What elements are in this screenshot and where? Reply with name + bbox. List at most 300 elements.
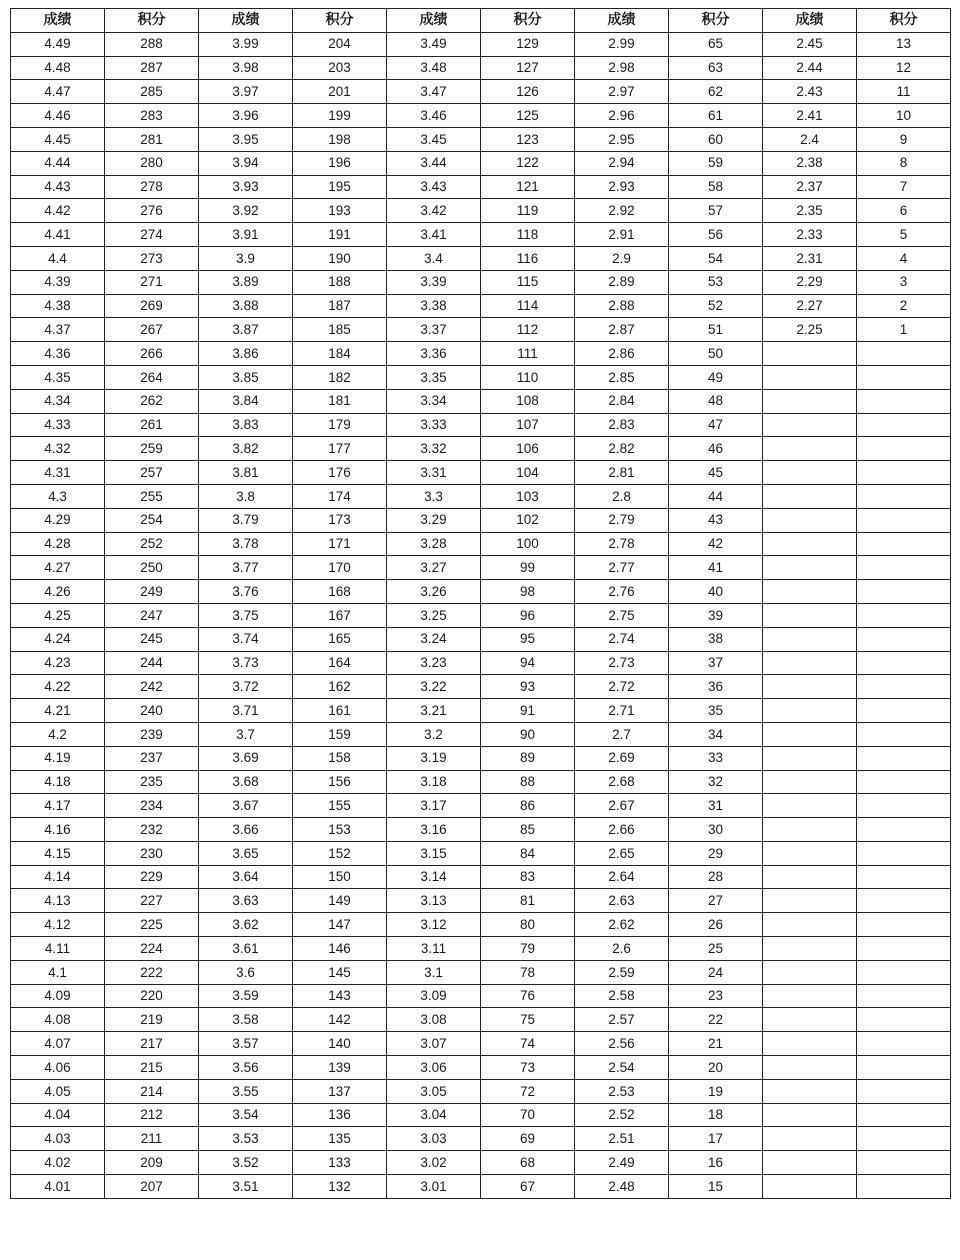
points-cell: 102	[481, 508, 575, 532]
score-cell: 4.42	[11, 199, 105, 223]
score-cell: 2.91	[575, 223, 669, 247]
score-cell: 3.35	[387, 365, 481, 389]
score-cell: 4.37	[11, 318, 105, 342]
points-cell	[857, 508, 951, 532]
score-cell: 3.04	[387, 1103, 481, 1127]
points-cell	[857, 1008, 951, 1032]
score-cell: 3.23	[387, 651, 481, 675]
score-cell: 3.95	[199, 127, 293, 151]
score-cell: 3.44	[387, 151, 481, 175]
points-cell: 161	[293, 699, 387, 723]
score-cell: 3.8	[199, 484, 293, 508]
score-cell: 4.34	[11, 389, 105, 413]
score-cell	[763, 413, 857, 437]
points-cell	[857, 603, 951, 627]
points-cell: 129	[481, 32, 575, 56]
score-cell: 4.47	[11, 80, 105, 104]
points-cell	[857, 675, 951, 699]
points-cell: 215	[105, 1056, 199, 1080]
score-cell: 4.18	[11, 770, 105, 794]
points-cell: 26	[669, 913, 763, 937]
points-cell: 201	[293, 80, 387, 104]
score-cell: 2.69	[575, 746, 669, 770]
points-cell: 211	[105, 1127, 199, 1151]
score-cell: 3.92	[199, 199, 293, 223]
score-cell: 2.54	[575, 1056, 669, 1080]
points-cell: 67	[481, 1175, 575, 1199]
points-cell: 158	[293, 746, 387, 770]
score-cell: 3.64	[199, 865, 293, 889]
score-cell: 4.19	[11, 746, 105, 770]
table-row	[11, 937, 951, 961]
header-score: 成绩	[199, 9, 293, 33]
score-cell: 3.17	[387, 794, 481, 818]
score-cell: 2.94	[575, 151, 669, 175]
score-cell: 2.72	[575, 675, 669, 699]
points-cell: 283	[105, 104, 199, 128]
points-cell	[857, 937, 951, 961]
table-row	[11, 984, 951, 1008]
score-cell: 3.68	[199, 770, 293, 794]
score-cell: 2.79	[575, 508, 669, 532]
score-cell: 2.62	[575, 913, 669, 937]
points-cell: 276	[105, 199, 199, 223]
points-cell: 149	[293, 889, 387, 913]
points-cell: 61	[669, 104, 763, 128]
points-cell: 48	[669, 389, 763, 413]
score-cell: 3.97	[199, 80, 293, 104]
points-cell: 142	[293, 1008, 387, 1032]
points-cell: 193	[293, 199, 387, 223]
score-cell: 4.21	[11, 699, 105, 723]
score-cell: 2.7	[575, 722, 669, 746]
points-cell: 59	[669, 151, 763, 175]
table-row	[11, 342, 951, 366]
table-row	[11, 913, 951, 937]
score-cell: 3.63	[199, 889, 293, 913]
score-cell: 4.22	[11, 675, 105, 699]
score-cell: 3.75	[199, 603, 293, 627]
score-cell: 3.3	[387, 484, 481, 508]
score-cell: 4.09	[11, 984, 105, 1008]
score-cell: 3.09	[387, 984, 481, 1008]
points-cell: 185	[293, 318, 387, 342]
table-row	[11, 32, 951, 56]
score-cell: 3.43	[387, 175, 481, 199]
score-cell: 3.16	[387, 818, 481, 842]
score-cell: 2.49	[575, 1151, 669, 1175]
score-cell: 3.96	[199, 104, 293, 128]
points-cell: 198	[293, 127, 387, 151]
points-cell: 42	[669, 532, 763, 556]
score-cell: 3.49	[387, 32, 481, 56]
score-cell: 4.31	[11, 461, 105, 485]
points-cell: 110	[481, 365, 575, 389]
points-cell: 69	[481, 1127, 575, 1151]
points-cell: 274	[105, 223, 199, 247]
points-cell: 73	[481, 1056, 575, 1080]
score-cell	[763, 556, 857, 580]
score-points-table	[10, 8, 951, 1199]
score-cell: 3.73	[199, 651, 293, 675]
points-cell: 30	[669, 818, 763, 842]
points-cell: 121	[481, 175, 575, 199]
points-cell: 7	[857, 175, 951, 199]
points-cell: 40	[669, 580, 763, 604]
table-row	[11, 960, 951, 984]
score-cell: 4.39	[11, 270, 105, 294]
score-cell	[763, 984, 857, 1008]
score-cell: 3.32	[387, 437, 481, 461]
points-cell: 111	[481, 342, 575, 366]
points-cell: 153	[293, 818, 387, 842]
points-cell	[857, 770, 951, 794]
points-cell: 287	[105, 56, 199, 80]
table-row	[11, 508, 951, 532]
score-cell: 2.83	[575, 413, 669, 437]
score-cell: 3.01	[387, 1175, 481, 1199]
score-cell: 2.9	[575, 246, 669, 270]
score-cell: 3.91	[199, 223, 293, 247]
score-cell: 2.77	[575, 556, 669, 580]
score-cell: 4.3	[11, 484, 105, 508]
score-cell: 3.86	[199, 342, 293, 366]
points-cell: 259	[105, 437, 199, 461]
table-row	[11, 794, 951, 818]
score-cell: 3.34	[387, 389, 481, 413]
points-cell: 108	[481, 389, 575, 413]
table-row	[11, 437, 951, 461]
points-cell: 91	[481, 699, 575, 723]
points-cell: 199	[293, 104, 387, 128]
points-cell	[857, 841, 951, 865]
table-row	[11, 1032, 951, 1056]
score-cell: 4.35	[11, 365, 105, 389]
score-cell: 3.11	[387, 937, 481, 961]
score-cell: 2.76	[575, 580, 669, 604]
points-cell: 190	[293, 246, 387, 270]
points-cell	[857, 1103, 951, 1127]
score-cell	[763, 342, 857, 366]
score-cell: 4.01	[11, 1175, 105, 1199]
score-cell: 4.46	[11, 104, 105, 128]
score-cell	[763, 865, 857, 889]
points-cell: 22	[669, 1008, 763, 1032]
points-cell: 100	[481, 532, 575, 556]
table-row	[11, 1103, 951, 1127]
score-cell: 4.38	[11, 294, 105, 318]
points-cell: 10	[857, 104, 951, 128]
points-cell: 32	[669, 770, 763, 794]
score-cell: 3.03	[387, 1127, 481, 1151]
points-cell: 6	[857, 199, 951, 223]
points-cell: 68	[481, 1151, 575, 1175]
score-cell: 3.9	[199, 246, 293, 270]
table-row	[11, 365, 951, 389]
points-cell	[857, 413, 951, 437]
score-cell: 2.38	[763, 151, 857, 175]
table-row	[11, 1079, 951, 1103]
points-cell: 47	[669, 413, 763, 437]
score-cell	[763, 699, 857, 723]
points-cell: 181	[293, 389, 387, 413]
score-cell	[763, 603, 857, 627]
score-cell: 3.27	[387, 556, 481, 580]
score-cell	[763, 1079, 857, 1103]
points-cell: 159	[293, 722, 387, 746]
points-cell: 191	[293, 223, 387, 247]
points-cell: 80	[481, 913, 575, 937]
score-cell: 3.06	[387, 1056, 481, 1080]
points-cell	[857, 1032, 951, 1056]
points-cell: 119	[481, 199, 575, 223]
score-cell: 3.94	[199, 151, 293, 175]
points-cell: 204	[293, 32, 387, 56]
header-score: 成绩	[387, 9, 481, 33]
score-cell: 2.96	[575, 104, 669, 128]
score-cell: 3.54	[199, 1103, 293, 1127]
table-header	[11, 9, 951, 33]
points-cell: 242	[105, 675, 199, 699]
score-cell: 3.72	[199, 675, 293, 699]
score-cell: 3.19	[387, 746, 481, 770]
points-cell: 150	[293, 865, 387, 889]
score-cell	[763, 1151, 857, 1175]
points-cell: 184	[293, 342, 387, 366]
points-cell	[857, 889, 951, 913]
score-cell: 2.63	[575, 889, 669, 913]
points-cell	[857, 722, 951, 746]
score-cell: 2.6	[575, 937, 669, 961]
score-cell: 3.71	[199, 699, 293, 723]
points-cell: 44	[669, 484, 763, 508]
points-cell: 188	[293, 270, 387, 294]
points-cell	[857, 437, 951, 461]
score-cell: 3.42	[387, 199, 481, 223]
score-cell: 3.08	[387, 1008, 481, 1032]
points-cell: 122	[481, 151, 575, 175]
points-cell: 70	[481, 1103, 575, 1127]
points-cell: 278	[105, 175, 199, 199]
score-cell	[763, 1032, 857, 1056]
points-cell: 133	[293, 1151, 387, 1175]
score-cell: 3.58	[199, 1008, 293, 1032]
score-cell: 4.05	[11, 1079, 105, 1103]
score-cell: 4.03	[11, 1127, 105, 1151]
points-cell: 264	[105, 365, 199, 389]
points-cell: 58	[669, 175, 763, 199]
points-cell: 114	[481, 294, 575, 318]
points-cell: 15	[669, 1175, 763, 1199]
points-cell: 269	[105, 294, 199, 318]
score-cell: 2.4	[763, 127, 857, 151]
score-cell: 4.12	[11, 913, 105, 937]
points-cell: 139	[293, 1056, 387, 1080]
points-cell: 132	[293, 1175, 387, 1199]
score-cell: 2.65	[575, 841, 669, 865]
score-cell: 2.58	[575, 984, 669, 1008]
points-cell: 106	[481, 437, 575, 461]
score-cell	[763, 461, 857, 485]
score-cell: 3.15	[387, 841, 481, 865]
score-cell: 2.99	[575, 32, 669, 56]
score-cell: 4.2	[11, 722, 105, 746]
points-cell: 224	[105, 937, 199, 961]
points-cell: 27	[669, 889, 763, 913]
score-cell: 3.45	[387, 127, 481, 151]
points-cell: 28	[669, 865, 763, 889]
table-row	[11, 389, 951, 413]
score-cell: 3.02	[387, 1151, 481, 1175]
score-cell: 3.25	[387, 603, 481, 627]
points-cell: 96	[481, 603, 575, 627]
points-cell: 203	[293, 56, 387, 80]
score-cell	[763, 746, 857, 770]
score-cell: 2.52	[575, 1103, 669, 1127]
score-cell: 2.98	[575, 56, 669, 80]
points-cell: 182	[293, 365, 387, 389]
points-cell: 220	[105, 984, 199, 1008]
score-cell	[763, 651, 857, 675]
table-row	[11, 246, 951, 270]
table-row	[11, 746, 951, 770]
points-cell: 56	[669, 223, 763, 247]
score-cell: 2.29	[763, 270, 857, 294]
score-cell: 4.13	[11, 889, 105, 913]
score-cell: 4.33	[11, 413, 105, 437]
score-cell: 3.98	[199, 56, 293, 80]
points-cell: 288	[105, 32, 199, 56]
score-cell: 2.67	[575, 794, 669, 818]
score-cell: 3.39	[387, 270, 481, 294]
score-cell: 4.23	[11, 651, 105, 675]
points-cell	[857, 1151, 951, 1175]
score-cell: 2.64	[575, 865, 669, 889]
score-cell: 3.65	[199, 841, 293, 865]
points-cell: 11	[857, 80, 951, 104]
points-cell: 46	[669, 437, 763, 461]
points-cell: 13	[857, 32, 951, 56]
score-cell: 3.56	[199, 1056, 293, 1080]
points-cell: 273	[105, 246, 199, 270]
score-cell: 3.84	[199, 389, 293, 413]
score-cell: 4.24	[11, 627, 105, 651]
points-cell: 35	[669, 699, 763, 723]
points-cell: 93	[481, 675, 575, 699]
score-cell: 3.4	[387, 246, 481, 270]
points-cell: 2	[857, 294, 951, 318]
points-cell: 81	[481, 889, 575, 913]
points-cell: 147	[293, 913, 387, 937]
score-cell: 3.79	[199, 508, 293, 532]
score-cell: 3.78	[199, 532, 293, 556]
score-cell: 3.62	[199, 913, 293, 937]
points-cell	[857, 1056, 951, 1080]
score-cell: 3.22	[387, 675, 481, 699]
score-cell: 4.48	[11, 56, 105, 80]
score-cell: 3.38	[387, 294, 481, 318]
points-cell: 254	[105, 508, 199, 532]
score-cell	[763, 913, 857, 937]
points-cell: 244	[105, 651, 199, 675]
score-cell: 4.15	[11, 841, 105, 865]
points-cell: 235	[105, 770, 199, 794]
table-row	[11, 603, 951, 627]
points-cell	[857, 389, 951, 413]
score-cell: 2.84	[575, 389, 669, 413]
points-cell: 125	[481, 104, 575, 128]
points-cell: 140	[293, 1032, 387, 1056]
points-cell: 54	[669, 246, 763, 270]
points-cell: 252	[105, 532, 199, 556]
table-row	[11, 127, 951, 151]
header-score: 成绩	[763, 9, 857, 33]
points-cell: 41	[669, 556, 763, 580]
score-cell: 4.1	[11, 960, 105, 984]
points-cell: 232	[105, 818, 199, 842]
score-cell	[763, 960, 857, 984]
points-cell: 168	[293, 580, 387, 604]
score-cell: 3.93	[199, 175, 293, 199]
points-cell: 217	[105, 1032, 199, 1056]
points-cell: 20	[669, 1056, 763, 1080]
table-row	[11, 770, 951, 794]
score-cell: 3.26	[387, 580, 481, 604]
points-cell: 49	[669, 365, 763, 389]
points-cell: 18	[669, 1103, 763, 1127]
table-row	[11, 627, 951, 651]
points-cell: 88	[481, 770, 575, 794]
points-cell: 261	[105, 413, 199, 437]
score-cell: 3.82	[199, 437, 293, 461]
score-cell: 3.48	[387, 56, 481, 80]
score-cell: 2.51	[575, 1127, 669, 1151]
points-cell	[857, 1127, 951, 1151]
points-cell: 177	[293, 437, 387, 461]
score-cell: 3.37	[387, 318, 481, 342]
score-cell: 2.27	[763, 294, 857, 318]
points-cell	[857, 818, 951, 842]
score-cell: 2.68	[575, 770, 669, 794]
points-cell	[857, 580, 951, 604]
score-cell: 4.45	[11, 127, 105, 151]
score-cell: 3.31	[387, 461, 481, 485]
score-cell: 3.05	[387, 1079, 481, 1103]
score-cell: 3.89	[199, 270, 293, 294]
score-cell: 2.57	[575, 1008, 669, 1032]
score-cell: 2.25	[763, 318, 857, 342]
points-cell: 240	[105, 699, 199, 723]
points-cell: 95	[481, 627, 575, 651]
points-cell	[857, 461, 951, 485]
score-cell: 4.41	[11, 223, 105, 247]
score-cell: 2.31	[763, 246, 857, 270]
score-cell: 3.77	[199, 556, 293, 580]
header-points: 积分	[857, 9, 951, 33]
score-cell: 2.85	[575, 365, 669, 389]
points-cell: 137	[293, 1079, 387, 1103]
score-cell: 3.51	[199, 1175, 293, 1199]
score-cell: 2.48	[575, 1175, 669, 1199]
score-cell: 2.89	[575, 270, 669, 294]
points-cell: 187	[293, 294, 387, 318]
points-cell: 225	[105, 913, 199, 937]
score-cell: 4.36	[11, 342, 105, 366]
points-cell: 83	[481, 865, 575, 889]
points-cell: 207	[105, 1175, 199, 1199]
score-cell: 3.28	[387, 532, 481, 556]
score-cell: 4.25	[11, 603, 105, 627]
